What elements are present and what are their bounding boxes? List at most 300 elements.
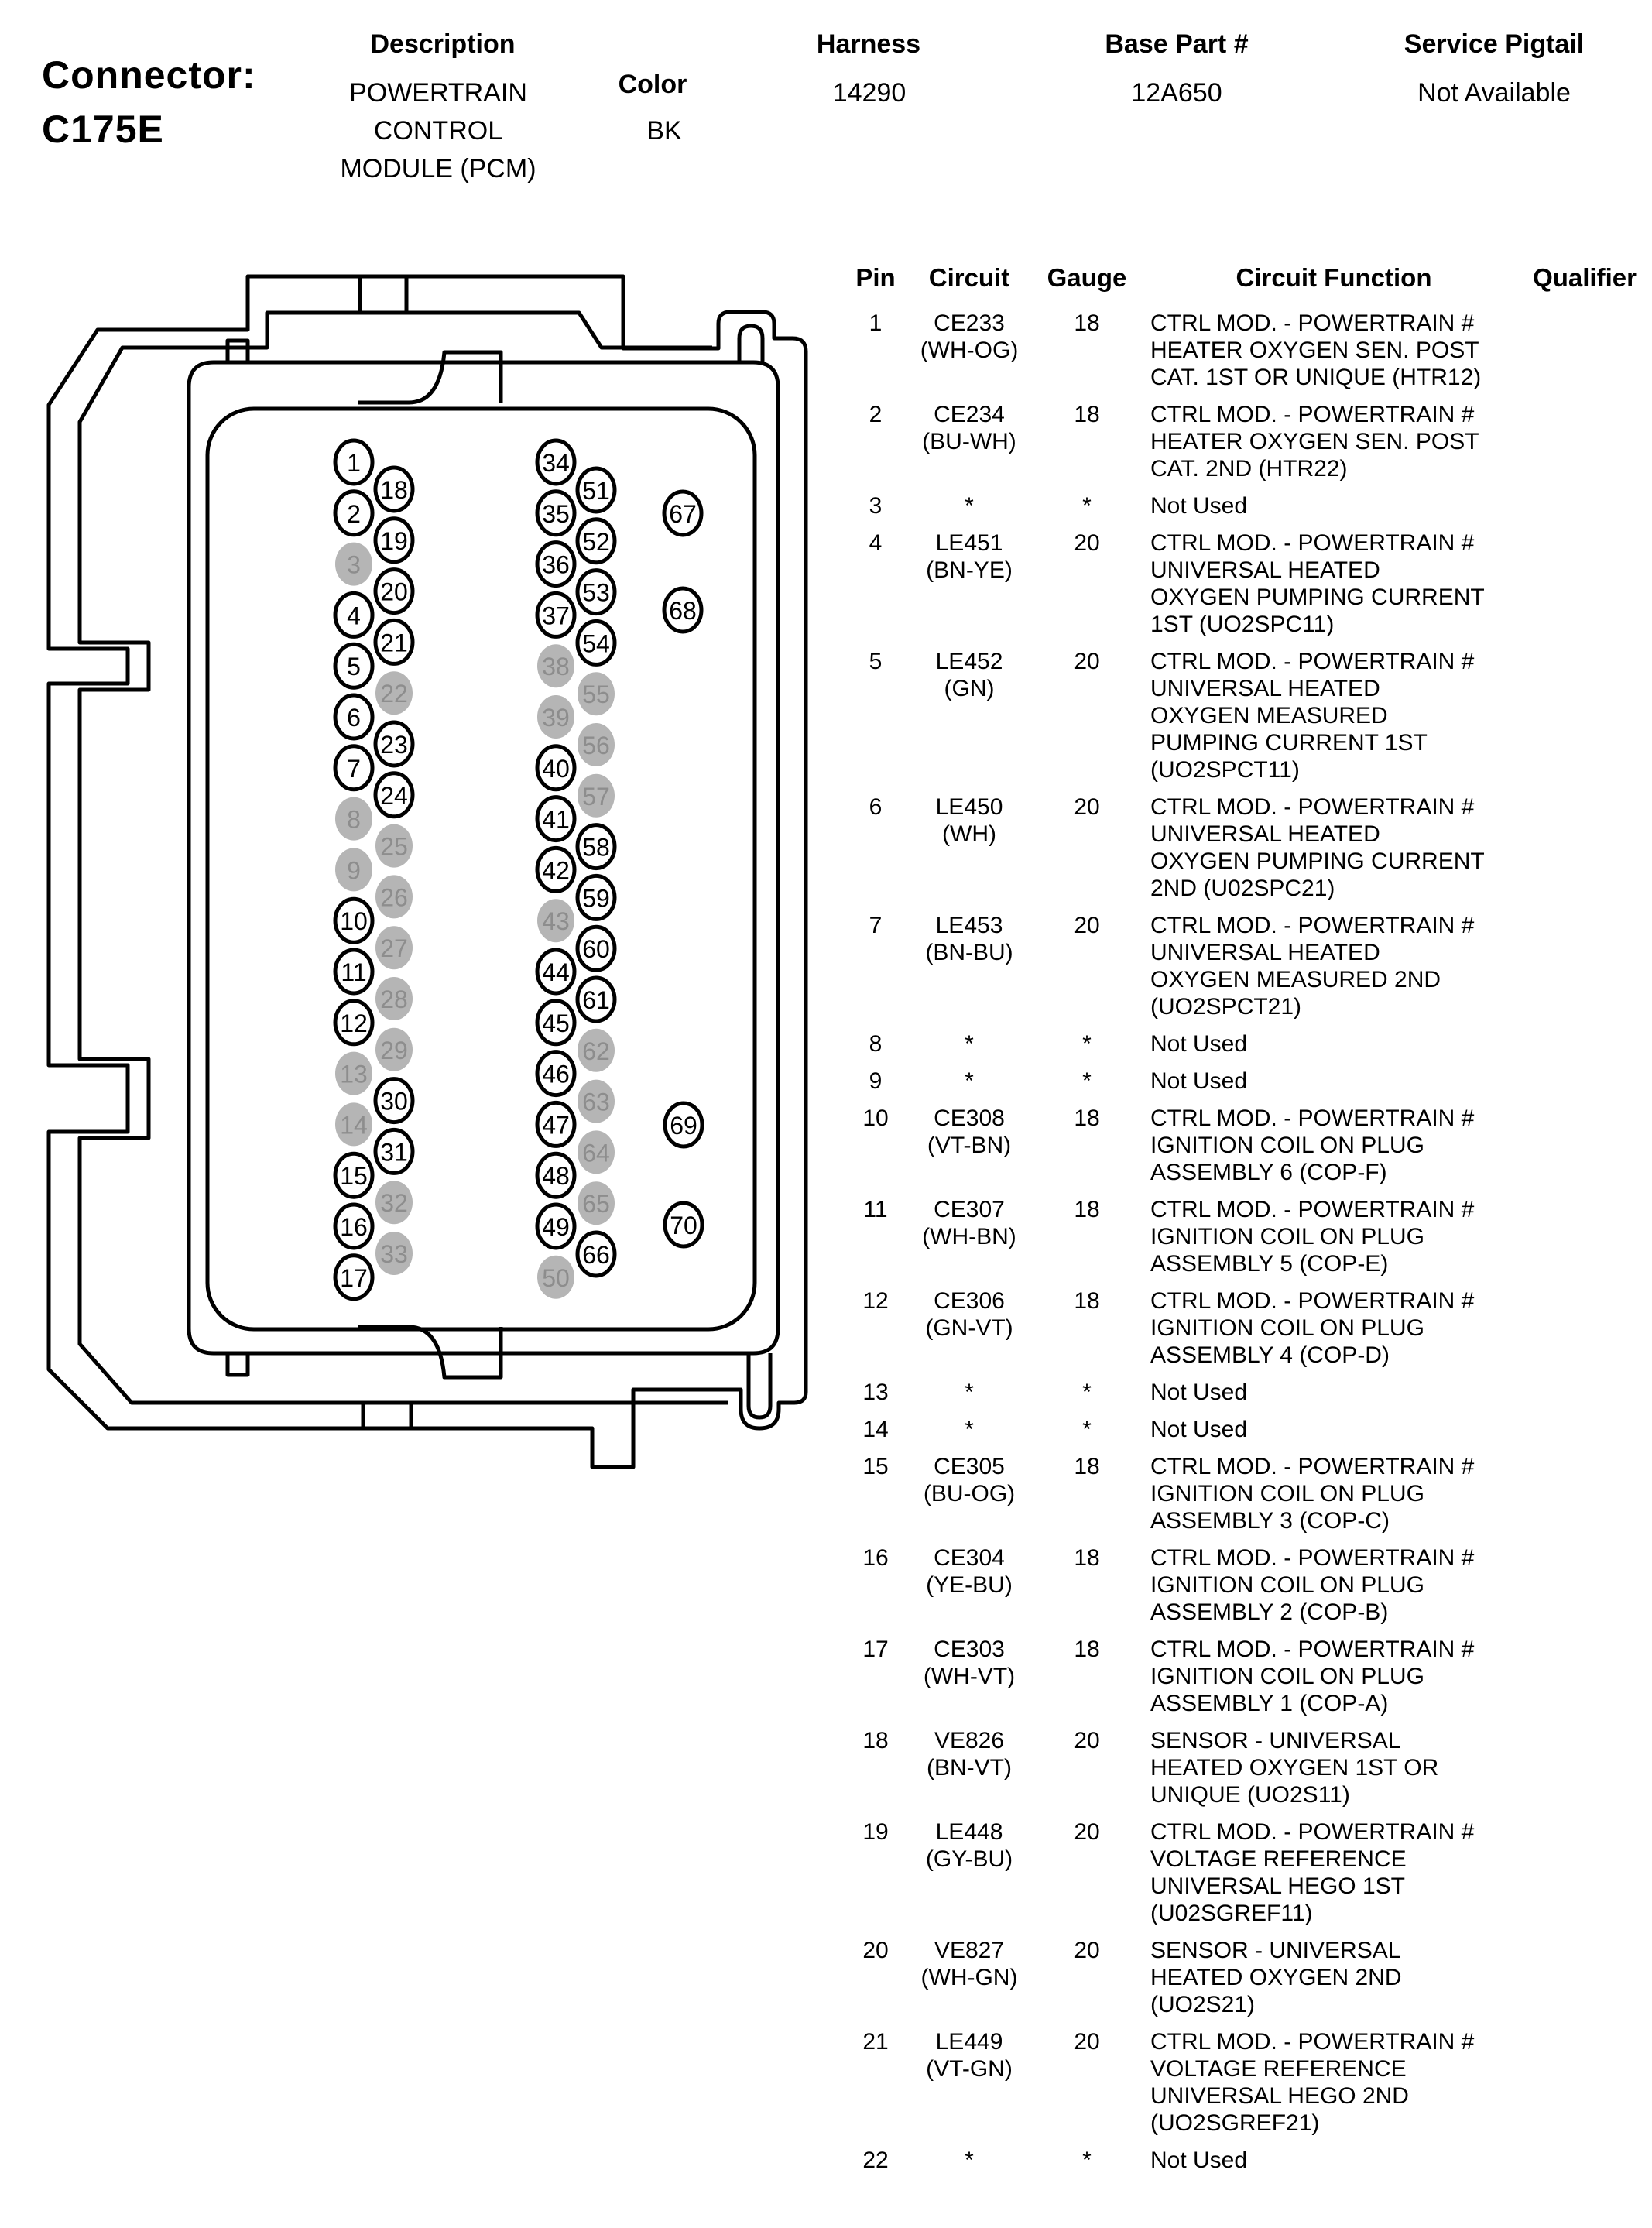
cell-qualifier [1517, 2147, 1652, 2174]
cell-gauge: 18 [1074, 1637, 1100, 1662]
collar-top-step [358, 352, 501, 403]
circuit-code: CE305 [934, 1454, 1005, 1479]
cell-qualifier [1517, 1287, 1652, 1369]
cell-circuit-function [1150, 1379, 1517, 1406]
cell-gauge: 20 [1074, 1938, 1100, 1963]
cell-circuit [915, 1105, 1023, 1186]
cell-gauge: * [1082, 1068, 1092, 1094]
pin-38-label: 38 [542, 653, 570, 681]
cell-gauge: 18 [1074, 1545, 1100, 1571]
circuit-wire-color: (BU-WH) [922, 429, 1016, 454]
pin-28-label: 28 [380, 985, 408, 1013]
cell-circuit [915, 1937, 1023, 2018]
cell-qualifier [1517, 401, 1652, 482]
pin-22-label: 22 [380, 680, 408, 708]
cell-qualifier [1517, 492, 1652, 519]
function-line: OXYGEN PUMPING CURRENT [1150, 584, 1485, 610]
circuit-code: CE303 [934, 1637, 1005, 1662]
top-tab-lines [360, 276, 406, 313]
pin-55-label: 55 [582, 680, 610, 709]
function-line: CTRL MOD. - POWERTRAIN # [1150, 310, 1475, 336]
table-row-pin-6 [836, 794, 1652, 902]
pin-62-label: 62 [582, 1037, 610, 1065]
cell-circuit [915, 1818, 1023, 1927]
circuit-code: CE307 [934, 1197, 1005, 1222]
cell-circuit [915, 1068, 1023, 1095]
circuit-code: LE452 [935, 649, 1003, 674]
cell-pin: 5 [869, 649, 883, 674]
cell-pin: 21 [862, 2029, 889, 2055]
function-line: CTRL MOD. - POWERTRAIN # [1150, 649, 1475, 674]
cell-pin: 14 [862, 1417, 889, 1442]
cell-pin: 7 [869, 913, 883, 938]
function-line: UNIQUE (UO2S11) [1150, 1782, 1350, 1808]
pin-40-label: 40 [542, 754, 570, 783]
cell-circuit [915, 2028, 1023, 2137]
cell-pin: 16 [862, 1545, 889, 1571]
circuit-wire-color: (BN-YE) [926, 557, 1013, 583]
cell-pin: 17 [862, 1637, 889, 1662]
cell-pin: 19 [862, 1819, 889, 1845]
circuit-wire-color: (YE-BU) [926, 1572, 1013, 1598]
cell-pin: 15 [862, 1454, 889, 1479]
cell-pin: 18 [862, 1728, 889, 1753]
function-line: HEATED OXYGEN 2ND [1150, 1965, 1402, 1990]
function-line: CTRL MOD. - POWERTRAIN # [1150, 402, 1475, 427]
cell-pin: 13 [862, 1380, 889, 1405]
pin-19-label: 19 [380, 526, 408, 555]
table-row-pin-9 [836, 1068, 1652, 1095]
pins-layer [335, 440, 702, 1299]
cell-circuit [915, 648, 1023, 783]
base-part-header: Base Part # [1105, 29, 1249, 59]
cell-circuit-function [1150, 1287, 1517, 1369]
function-line: ASSEMBLY 2 (COP-B) [1150, 1599, 1389, 1625]
circuit-wire-color: (BN-VT) [927, 1755, 1012, 1781]
function-line: Not Used [1150, 1068, 1248, 1094]
pin-41-label: 41 [542, 805, 570, 834]
connector-cavity [207, 409, 755, 1329]
cell-circuit [915, 912, 1023, 1020]
pin-54-label: 54 [582, 629, 610, 658]
cell-circuit-function [1150, 1416, 1517, 1443]
function-line: HEATER OXYGEN SEN. POST [1150, 429, 1479, 454]
cell-circuit-function [1150, 1068, 1517, 1095]
cell-circuit-function [1150, 1544, 1517, 1626]
function-line: Not Used [1150, 1417, 1248, 1442]
cell-pin: 4 [869, 530, 883, 556]
cell-gauge: * [1082, 1417, 1092, 1442]
table-row-pin-14 [836, 1416, 1652, 1443]
pin-58-label: 58 [582, 833, 610, 862]
table-row-pin-20 [836, 1937, 1652, 2018]
cell-circuit [915, 530, 1023, 638]
cell-circuit [915, 1030, 1023, 1057]
pin-27-label: 27 [380, 934, 408, 963]
cell-circuit-function [1150, 648, 1517, 783]
function-line: SENSOR - UNIVERSAL [1150, 1728, 1401, 1753]
cell-gauge: 18 [1074, 1454, 1100, 1479]
function-line: CAT. 1ST OR UNIQUE (HTR12) [1150, 365, 1482, 390]
pin-45-label: 45 [542, 1009, 570, 1037]
pin-42-label: 42 [542, 856, 570, 885]
pin-67-label: 67 [669, 500, 697, 528]
function-line: VOLTAGE REFERENCE [1150, 2056, 1407, 2082]
pin-11-label: 11 [341, 958, 367, 986]
function-line: (U02SGREF11) [1150, 1901, 1313, 1926]
pin-70-label: 70 [670, 1212, 697, 1239]
cell-circuit [915, 1727, 1023, 1808]
header-qualifier: Qualifier [1533, 263, 1637, 292]
table-row-pin-18 [836, 1727, 1652, 1808]
pin-14-label: 14 [340, 1111, 368, 1140]
table-row-pin-12 [836, 1287, 1652, 1369]
pin-table-header [836, 263, 1652, 293]
circuit-wire-color: (BN-BU) [925, 940, 1013, 965]
function-line: IGNITION COIL ON PLUG [1150, 1572, 1424, 1598]
function-line: IGNITION COIL ON PLUG [1150, 1664, 1424, 1689]
function-line: OXYGEN PUMPING CURRENT [1150, 848, 1485, 874]
pin-23-label: 23 [380, 731, 408, 759]
cell-pin: 10 [862, 1105, 889, 1131]
cell-circuit-function [1150, 794, 1517, 902]
circuit-code: CE304 [934, 1545, 1005, 1571]
pin-29-label: 29 [380, 1036, 408, 1064]
pin-25-label: 25 [380, 832, 408, 861]
description-line-2: CONTROL [373, 116, 503, 146]
table-row-pin-8 [836, 1030, 1652, 1057]
service-pigtail-header: Service Pigtail [1404, 29, 1585, 59]
pin-1-label: 1 [347, 449, 361, 477]
circuit-code: LE448 [935, 1819, 1003, 1845]
cell-circuit-function [1150, 912, 1517, 1020]
pin-4-label: 4 [347, 602, 361, 630]
harness-value: 14290 [832, 78, 907, 108]
connector-outer-outline [49, 276, 806, 1467]
pin-table [836, 263, 1652, 2184]
cell-qualifier [1517, 1818, 1652, 1927]
function-line: Not Used [1150, 1380, 1248, 1405]
cell-gauge: 20 [1074, 913, 1100, 938]
pin-61-label: 61 [582, 986, 610, 1014]
pin-12-label: 12 [340, 1009, 368, 1037]
cell-qualifier [1517, 794, 1652, 902]
circuit-wire-color: (WH) [942, 821, 996, 847]
pin-65-label: 65 [582, 1190, 610, 1219]
cell-gauge: * [1082, 1380, 1092, 1405]
collar-bottom-key [228, 1353, 248, 1375]
function-line: CTRL MOD. - POWERTRAIN # [1150, 913, 1475, 938]
cell-gauge: 20 [1074, 649, 1100, 674]
cell-gauge: * [1082, 1031, 1092, 1057]
cell-circuit-function [1150, 2147, 1517, 2174]
pin-52-label: 52 [582, 527, 610, 556]
cell-gauge: 18 [1074, 1197, 1100, 1222]
function-line: CTRL MOD. - POWERTRAIN # [1150, 1545, 1475, 1571]
circuit-code: CE233 [934, 310, 1005, 336]
function-line: CTRL MOD. - POWERTRAIN # [1150, 1454, 1475, 1479]
function-line: IGNITION COIL ON PLUG [1150, 1133, 1424, 1158]
cell-circuit-function [1150, 310, 1517, 391]
pin-60-label: 60 [582, 935, 610, 964]
table-row-pin-21 [836, 2028, 1652, 2137]
pin-17-label: 17 [340, 1263, 368, 1292]
pin-9-label: 9 [347, 856, 361, 885]
pin-48-label: 48 [542, 1162, 570, 1191]
circuit-code: CE234 [934, 402, 1005, 427]
cell-qualifier [1517, 1416, 1652, 1443]
function-line: ASSEMBLY 3 (COP-C) [1150, 1508, 1390, 1534]
cell-circuit-function [1150, 2028, 1517, 2137]
table-row-pin-19 [836, 1818, 1652, 1927]
circuit-code: * [965, 1380, 974, 1405]
service-pigtail-value: Not Available [1417, 78, 1571, 108]
circuit-code: * [965, 2147, 974, 2173]
cell-circuit [915, 1544, 1023, 1626]
table-row-pin-2 [836, 401, 1652, 482]
function-line: IGNITION COIL ON PLUG [1150, 1224, 1424, 1249]
cell-circuit-function [1150, 530, 1517, 638]
pin-43-label: 43 [542, 907, 570, 936]
header-circuit: Circuit [928, 263, 1010, 292]
cell-circuit [915, 1636, 1023, 1717]
pin-20-label: 20 [380, 578, 408, 606]
table-row-pin-7 [836, 912, 1652, 1020]
function-line: VOLTAGE REFERENCE [1150, 1846, 1407, 1872]
cell-qualifier [1517, 1105, 1652, 1186]
pin-3-label: 3 [347, 550, 361, 579]
table-row-pin-16 [836, 1544, 1652, 1626]
circuit-code: * [965, 1068, 974, 1094]
cell-pin: 22 [862, 2147, 889, 2173]
pin-10-label: 10 [340, 907, 368, 936]
connector-id: C175E [42, 108, 164, 151]
cell-qualifier [1517, 1544, 1652, 1626]
function-line: UNIVERSAL HEGO 1ST [1150, 1873, 1405, 1899]
circuit-code: LE450 [935, 794, 1003, 820]
cell-circuit [915, 1416, 1023, 1443]
function-line: ASSEMBLY 1 (COP-A) [1150, 1691, 1389, 1716]
function-line: CTRL MOD. - POWERTRAIN # [1150, 1288, 1475, 1314]
pin-64-label: 64 [582, 1139, 610, 1167]
pin-7-label: 7 [347, 754, 361, 783]
cell-circuit-function [1150, 1937, 1517, 2018]
cell-circuit [915, 1196, 1023, 1277]
function-line: IGNITION COIL ON PLUG [1150, 1315, 1424, 1341]
pin-66-label: 66 [582, 1241, 610, 1269]
circuit-wire-color: (WH-OG) [920, 338, 1019, 363]
cell-circuit-function [1150, 1727, 1517, 1808]
pin-table-rows [836, 310, 1652, 2174]
color-value: BK [646, 116, 682, 146]
pin-59-label: 59 [582, 884, 610, 913]
cell-qualifier [1517, 1453, 1652, 1534]
circuit-code: LE451 [935, 530, 1003, 556]
pin-53-label: 53 [582, 578, 610, 607]
function-line: CTRL MOD. - POWERTRAIN # [1150, 1637, 1475, 1662]
table-row-pin-22 [836, 2147, 1652, 2174]
cell-pin: 1 [869, 310, 883, 336]
function-line: CAT. 2ND (HTR22) [1150, 456, 1348, 482]
pin-34-label: 34 [542, 449, 570, 477]
cell-pin: 12 [862, 1288, 889, 1314]
pin-32-label: 32 [380, 1189, 408, 1218]
function-line: CTRL MOD. - POWERTRAIN # [1150, 1819, 1475, 1845]
pin-6-label: 6 [347, 704, 361, 732]
cell-gauge: 18 [1074, 402, 1100, 427]
pin-37-label: 37 [542, 602, 570, 630]
pin-18-label: 18 [380, 476, 408, 504]
bottom-tab-lines [363, 1403, 411, 1428]
cell-gauge: * [1082, 493, 1092, 519]
pin-39-label: 39 [542, 704, 570, 732]
cell-circuit [915, 1287, 1023, 1369]
function-line: ASSEMBLY 6 (COP-F) [1150, 1160, 1387, 1185]
table-row-pin-11 [836, 1196, 1652, 1277]
circuit-code: CE308 [934, 1105, 1005, 1131]
header-circuit-function: Circuit Function [1236, 263, 1432, 292]
cell-pin: 2 [869, 402, 883, 427]
bottom-latch-dome [749, 1353, 770, 1417]
cell-qualifier [1517, 648, 1652, 783]
function-line: ASSEMBLY 4 (COP-D) [1150, 1342, 1390, 1368]
pin-13-label: 13 [340, 1060, 368, 1088]
cell-qualifier [1517, 2028, 1652, 2137]
circuit-code: * [965, 493, 974, 519]
cell-gauge: 20 [1074, 1728, 1100, 1753]
function-line: (UO2SPCT21) [1150, 994, 1302, 1020]
description-line-3: MODULE (PCM) [340, 154, 536, 183]
cell-circuit [915, 2147, 1023, 2174]
cell-gauge: 20 [1074, 794, 1100, 820]
cell-circuit-function [1150, 1453, 1517, 1534]
pin-63-label: 63 [582, 1088, 610, 1116]
function-line: (UO2SGREF21) [1150, 2110, 1320, 2136]
function-line: OXYGEN MEASURED 2ND [1150, 967, 1441, 992]
pin-30-label: 30 [380, 1087, 408, 1116]
color-header: Color [618, 70, 687, 99]
pin-33-label: 33 [380, 1240, 408, 1268]
cell-circuit-function [1150, 401, 1517, 482]
cell-qualifier [1517, 530, 1652, 638]
pin-15-label: 15 [340, 1162, 368, 1191]
cell-circuit [915, 794, 1023, 902]
cell-pin: 11 [863, 1197, 888, 1222]
circuit-wire-color: (VT-GN) [926, 2056, 1013, 2082]
table-row-pin-15 [836, 1453, 1652, 1534]
function-line: HEATED OXYGEN 1ST OR [1150, 1755, 1439, 1781]
function-line: (UO2S21) [1150, 1992, 1256, 2017]
function-line: IGNITION COIL ON PLUG [1150, 1481, 1424, 1506]
pin-24-label: 24 [380, 781, 408, 810]
cell-circuit [915, 310, 1023, 391]
cell-qualifier [1517, 1937, 1652, 2018]
function-line: SENSOR - UNIVERSAL [1150, 1938, 1401, 1963]
cell-qualifier [1517, 1196, 1652, 1277]
pin-31-label: 31 [380, 1138, 408, 1167]
pin-26-label: 26 [380, 883, 408, 912]
cell-gauge: 18 [1074, 1288, 1100, 1314]
circuit-code: LE453 [935, 913, 1003, 938]
pin-8-label: 8 [347, 805, 361, 834]
circuit-wire-color: (VT-BN) [927, 1133, 1012, 1158]
function-line: CTRL MOD. - POWERTRAIN # [1150, 1197, 1475, 1222]
table-row-pin-5 [836, 648, 1652, 783]
cell-gauge: 20 [1074, 1819, 1100, 1845]
cell-circuit [915, 401, 1023, 482]
cell-pin: 3 [869, 493, 883, 519]
pin-44-label: 44 [542, 958, 570, 986]
cell-circuit [915, 1453, 1023, 1534]
circuit-wire-color: (GN-VT) [925, 1315, 1013, 1341]
function-line: CTRL MOD. - POWERTRAIN # [1150, 1105, 1475, 1131]
function-line: CTRL MOD. - POWERTRAIN # [1150, 530, 1475, 556]
function-line: UNIVERSAL HEATED [1150, 940, 1380, 965]
connector-label: Connector: [42, 53, 256, 97]
function-line: UNIVERSAL HEATED [1150, 557, 1380, 583]
header-gauge: Gauge [1047, 263, 1127, 292]
pin-5-label: 5 [347, 653, 361, 681]
circuit-code: VE826 [934, 1728, 1005, 1753]
function-line: 1ST (UO2SPC11) [1150, 612, 1335, 637]
pin-49-label: 49 [542, 1213, 570, 1241]
cell-circuit-function [1150, 1105, 1517, 1186]
cell-gauge: 18 [1074, 1105, 1100, 1131]
pin-16-label: 16 [340, 1213, 368, 1241]
description-line-1: POWERTRAIN [349, 78, 527, 108]
cell-qualifier [1517, 310, 1652, 391]
cell-qualifier [1517, 1727, 1652, 1808]
pin-47-label: 47 [542, 1111, 570, 1140]
cell-gauge: 20 [1074, 2029, 1100, 2055]
cell-circuit-function [1150, 1196, 1517, 1277]
description-header: Description [370, 29, 516, 59]
function-line: OXYGEN MEASURED [1150, 703, 1388, 728]
function-line: 2ND (U02SPC21) [1150, 876, 1335, 901]
pin-56-label: 56 [582, 732, 610, 759]
circuit-wire-color: (WH-BN) [922, 1224, 1016, 1249]
pin-50-label: 50 [542, 1263, 570, 1292]
circuit-wire-color: (GN) [944, 676, 995, 701]
circuit-wire-color: (WH-VT) [923, 1664, 1016, 1689]
circuit-wire-color: (BU-OG) [923, 1481, 1016, 1506]
table-row-pin-4 [836, 530, 1652, 638]
table-row-pin-3 [836, 492, 1652, 519]
table-row-pin-1 [836, 310, 1652, 391]
function-line: Not Used [1150, 1031, 1248, 1057]
cell-pin: 6 [869, 794, 883, 820]
cell-qualifier [1517, 1030, 1652, 1057]
table-row-pin-13 [836, 1379, 1652, 1406]
cell-circuit-function [1150, 1030, 1517, 1057]
cell-pin: 20 [862, 1938, 889, 1963]
circuit-wire-color: (WH-GN) [920, 1965, 1018, 1990]
circuit-code: CE306 [934, 1288, 1005, 1314]
function-line: Not Used [1150, 2147, 1248, 2173]
pin-2-label: 2 [347, 499, 361, 528]
cell-circuit [915, 1379, 1023, 1406]
top-latch-dome [739, 326, 763, 362]
cell-qualifier [1517, 912, 1652, 1020]
pin-69-label: 69 [670, 1112, 697, 1140]
cell-circuit-function [1150, 492, 1517, 519]
cell-qualifier [1517, 1068, 1652, 1095]
base-part-value: 12A650 [1131, 78, 1222, 108]
function-line: UNIVERSAL HEGO 2ND [1150, 2083, 1409, 2109]
header-pin: Pin [855, 263, 896, 292]
pin-68-label: 68 [669, 597, 697, 625]
harness-header: Harness [816, 29, 921, 59]
